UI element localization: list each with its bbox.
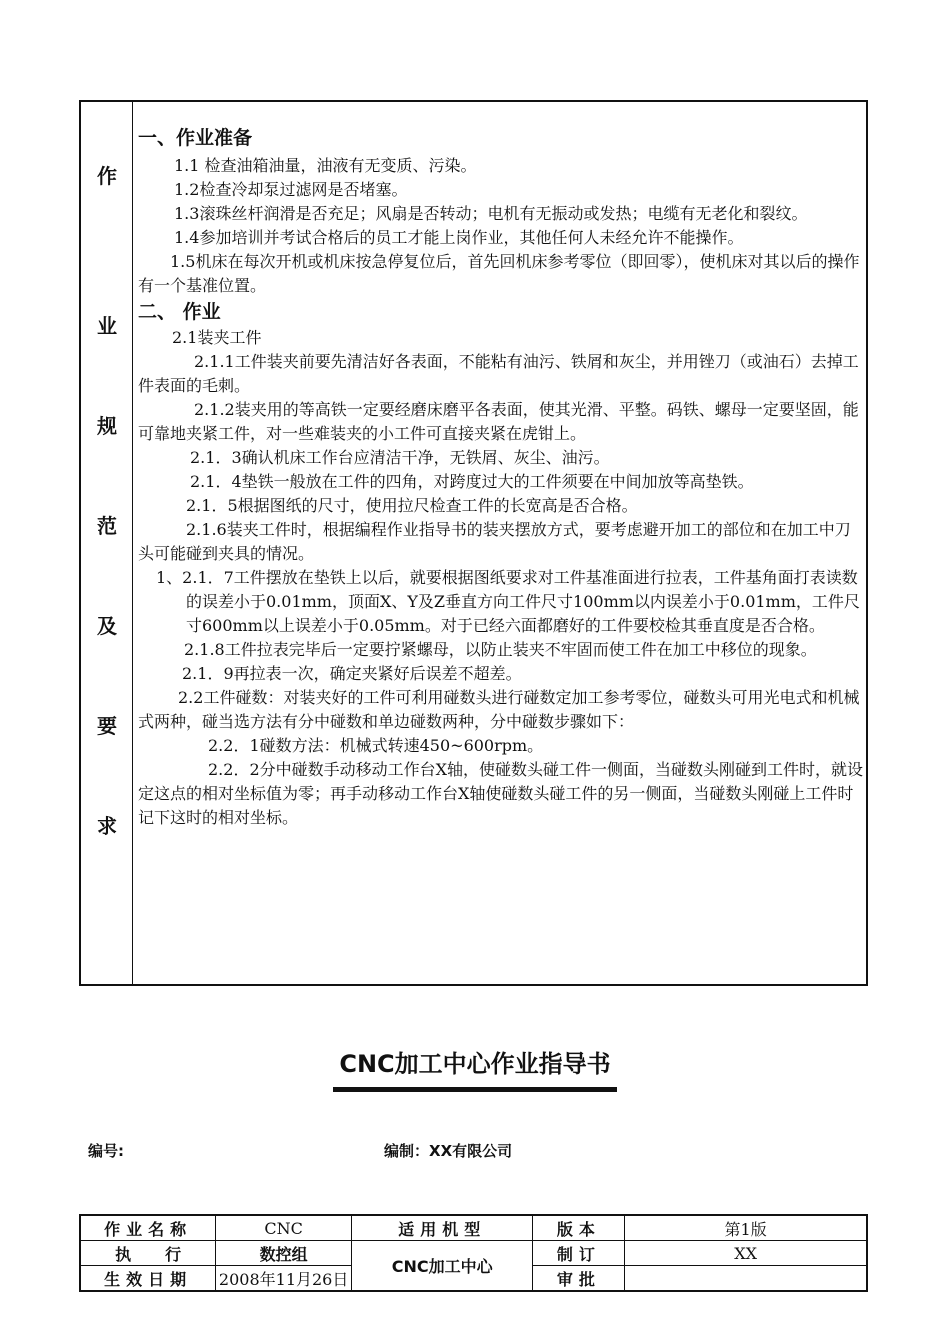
- section2-item: 2.1．9再拉表一次，确定夹紧好后误差不超差。: [182, 664, 522, 683]
- section2-item: 2.2．1碰数方法：机械式转速450~600rpm。: [208, 736, 544, 755]
- section2-item: 2.1.2装夹用的等高铁一定要经磨床磨平各表面，使其光滑、平整。码铁、螺母一定要坚固，能可靠地夹紧工件，对一些难装夹的小工件可直接夹紧在虎钳上。: [138, 400, 859, 443]
- side-char: 规: [97, 414, 117, 438]
- exec-label: 执行: [80, 1241, 216, 1266]
- work-name-value: CNC: [216, 1215, 352, 1241]
- section2-item: 2.1．3确认机床工作台应清洁干净，无铁屑、灰尘、油污。: [190, 448, 610, 467]
- section2-heading: 二、 作业: [138, 301, 221, 323]
- compiler-label: 编制：XX有限公司: [384, 1142, 513, 1160]
- section1-item: 1.2检查冷却泵过滤网是否堵塞。: [174, 180, 408, 199]
- side-char: 业: [97, 314, 117, 338]
- section2-item: 2.1装夹工件: [172, 328, 262, 347]
- document-title-wrap: [0, 1042, 950, 1092]
- revise-value: XX: [625, 1241, 867, 1266]
- section2-item: 2.1．5根据图纸的尺寸，使用拉尺检查工件的长宽高是否合格。: [186, 496, 638, 515]
- side-char: 范: [97, 514, 117, 538]
- side-label-column: [81, 102, 133, 984]
- work-spec-box: [79, 100, 868, 986]
- section1-item: 1.1 检查油箱油量，油液有无变质、污染。: [174, 156, 477, 175]
- section2-item: 1、2.1．7工件摆放在垫铁上以后，就要根据图纸要求对工件基准面进行拉表，工件基角面打表读数的误差小于0.01mm，顶面X、Y及Z垂直方向工件尺寸100mm以内误差小于0.01mm，工件尺寸600mm以上误差小于0.05mm。对于已经六面都磨好的工件要校检其垂直度是否合格。: [156, 568, 860, 635]
- side-char: 作: [97, 164, 117, 188]
- date-label: 生效日期: [80, 1266, 216, 1292]
- approve-value: [625, 1266, 867, 1292]
- doc-number-label: 编号:: [88, 1142, 124, 1160]
- version-value: 第1版: [625, 1215, 867, 1241]
- work-spec-content: [138, 122, 864, 830]
- machine-value: CNC加工中心: [351, 1241, 533, 1292]
- section2-item: 2.2．2分中碰数手动移动工作台X轴，使碰数头碰工件一侧面，当碰数头刚碰到工件时，就设定这点的相对坐标值为零；再手动移动工作台X轴使碰数头碰工件的另一侧面，当碰数头刚碰上工件时记下这时的相对坐标。: [138, 760, 864, 827]
- section1-item: 1.4参加培训并考试合格后的员工才能上岗作业，其他任何人未经允许不能操作。: [174, 228, 744, 247]
- section2-item: 2.1．4垫铁一般放在工件的四角，对跨度过大的工件须要在中间加放等高垫铁。: [190, 472, 754, 491]
- version-label: 版本: [533, 1215, 625, 1241]
- exec-value: 数控组: [216, 1241, 352, 1266]
- machine-label: 适用机型: [351, 1215, 533, 1241]
- document-title: CNC加工中心作业指导书: [333, 1042, 616, 1092]
- work-name-label: 作业名称: [80, 1215, 216, 1241]
- section2-item: 2.1.6装夹工件时，根据编程作业指导书的装夹摆放方式，要考虑避开加工的部位和在加工中刀头可能碰到夹具的情况。: [138, 520, 851, 563]
- section2-item: 2.2工件碰数：对装夹好的工件可利用碰数头进行碰数定加工参考零位，碰数头可用光电式和机械式两种，碰当选方法有分中碰数和单边碰数两种，分中碰数步骤如下：: [138, 688, 860, 731]
- section2-item: 2.1.1工件装夹前要先清洁好各表面，不能粘有油污、铁屑和灰尘，并用锉刀（或油石）去掉工件表面的毛刺。: [138, 352, 859, 395]
- revise-label: 制订: [533, 1241, 625, 1266]
- approve-label: 审批: [533, 1266, 625, 1292]
- section2-item: 2.1.8工件拉表完毕后一定要拧紧螺母，以防止装夹不牢固而使工件在加工中移位的现象。: [184, 640, 817, 659]
- date-value: 2008年11月26日: [216, 1266, 352, 1292]
- section1-item: 1.3滚珠丝杆润滑是否充足；风扇是否转动；电机有无振动或发热；电缆有无老化和裂纹。: [174, 204, 808, 223]
- section1-heading: 一、作业准备: [138, 127, 253, 149]
- side-char: 求: [97, 814, 117, 838]
- doc-info-table: [79, 1214, 868, 1292]
- side-char: 要: [97, 714, 117, 738]
- side-char: 及: [97, 614, 117, 638]
- section1-item: 1.5机床在每次开机或机床按急停复位后，首先回机床参考零位（即回零），使机床对其以后的操作有一个基准位置。: [138, 252, 860, 295]
